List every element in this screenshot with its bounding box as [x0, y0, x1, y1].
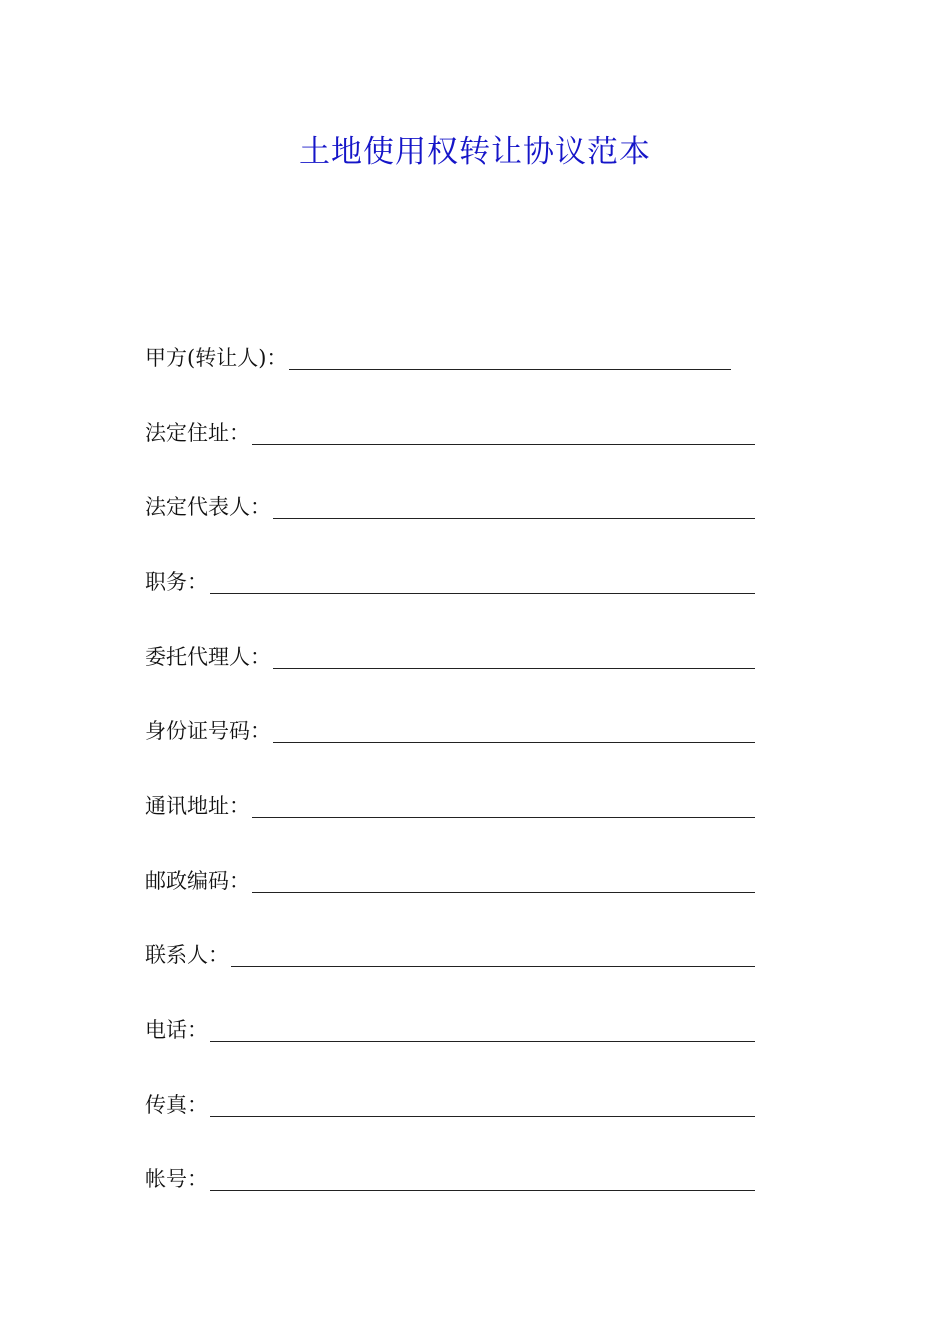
- field-label: 邮政编码：: [145, 869, 250, 893]
- field-label: 委托代理人：: [145, 645, 271, 669]
- field-label: 联系人：: [145, 943, 229, 967]
- field-label: 职务：: [145, 570, 208, 594]
- fill-in-line[interactable]: [231, 966, 755, 967]
- field-label: 法定代表人：: [145, 495, 271, 519]
- fill-in-line[interactable]: [252, 444, 755, 445]
- field-label: 帐号：: [145, 1167, 208, 1191]
- field-authorized-agent: [145, 641, 755, 671]
- fill-in-line[interactable]: [252, 892, 755, 893]
- field-label: 身份证号码：: [145, 719, 271, 743]
- field-postal-code: [145, 865, 755, 895]
- fill-in-line[interactable]: [273, 742, 755, 743]
- fill-in-line[interactable]: [289, 369, 731, 370]
- field-phone: [145, 1014, 755, 1044]
- field-label: 法定住址：: [145, 421, 250, 445]
- field-id-number: [145, 715, 755, 745]
- field-legal-representative: [145, 491, 755, 521]
- fill-in-line[interactable]: [210, 1190, 755, 1191]
- field-contact-person: [145, 939, 755, 969]
- fill-in-line[interactable]: [252, 817, 755, 818]
- document-title: 土地使用权转让协议范本: [299, 134, 651, 170]
- fill-in-line[interactable]: [273, 518, 755, 519]
- fill-in-line[interactable]: [210, 593, 755, 594]
- field-label: 通讯地址：: [145, 794, 250, 818]
- field-fax: [145, 1089, 755, 1119]
- field-account-number: [145, 1163, 755, 1193]
- fill-in-line[interactable]: [210, 1116, 755, 1117]
- field-label: 传真：: [145, 1093, 208, 1117]
- field-mailing-address: [145, 790, 755, 820]
- fill-in-line[interactable]: [273, 668, 755, 669]
- field-label: 电话：: [145, 1018, 208, 1042]
- field-legal-address: [145, 417, 755, 447]
- field-party-a: [145, 342, 755, 372]
- field-label: 甲方(转让人)：: [145, 346, 288, 370]
- fill-in-line[interactable]: [210, 1041, 755, 1042]
- field-position: [145, 566, 755, 596]
